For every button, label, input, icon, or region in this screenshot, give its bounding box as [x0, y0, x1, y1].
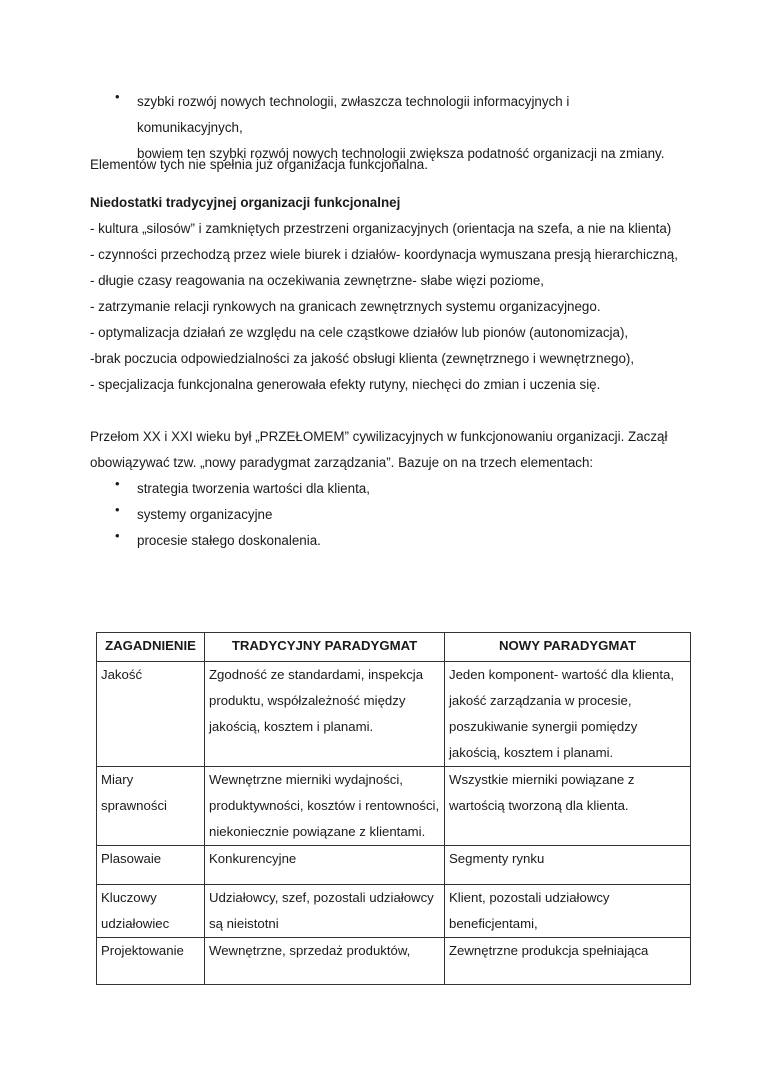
topic-cell: [97, 846, 205, 885]
bullet-text: strategia tworzenia wartości dla klienta,: [137, 481, 370, 496]
paradigm-line: obowiązywać tzw. „nowy paradygmat zarządzania”. Bazuje on na trzech elementach:: [90, 455, 594, 470]
bullet-icon: •: [115, 89, 120, 104]
traditional-cell: [205, 846, 445, 885]
cell-line: Udziałowcy, szef, pozostali udziałowcy: [209, 890, 434, 905]
cell-line: Jeden komponent- wartość dla klienta,: [449, 667, 675, 682]
traditional-cell: [205, 938, 445, 985]
cell-line: Projektowanie: [101, 943, 184, 958]
drawback-item: - zatrzymanie relacji rynkowych na granicach zewnętrznych systemu organizacyjnego.: [90, 299, 601, 314]
traditional-cell: [205, 662, 445, 767]
table-row: [97, 885, 691, 938]
paradigm-line: Przełom XX i XXI wieku był „PRZEŁOMEM” cywilizacyjnych w funkcjonowaniu organizacji. Zaczął: [90, 429, 668, 444]
traditional-cell: [205, 767, 445, 846]
cell-line: wartością tworzoną dla klienta.: [449, 798, 629, 813]
traditional-cell: [205, 885, 445, 938]
new-cell: [445, 662, 691, 767]
cell-line: Wewnętrzne mierniki wydajności,: [209, 772, 403, 787]
topic-cell: [97, 938, 205, 985]
cell-line: Segmenty rynku: [449, 851, 545, 866]
cell-line: beneficjentami,: [449, 916, 538, 931]
drawbacks-heading: Niedostatki tradycyjnej organizacji funkcjonalnej: [90, 195, 401, 210]
drawback-item: - specjalizacja funkcjonalna generowała efekty rutyny, niechęci do zmian i uczenia się.: [90, 377, 601, 392]
drawback-item: - kultura „silosów” i zamkniętych przestrzeni organizacyjnych (orientacja na szefa, a nie na klienta): [90, 221, 672, 236]
cell-line: Konkurencyjne: [209, 851, 297, 866]
header-topic: ZAGADNIENIE: [97, 633, 205, 662]
topic-cell: [97, 885, 205, 938]
new-cell: [445, 885, 691, 938]
bullet-line: szybki rozwój nowych technologii, zwłaszcza technologii informacyjnych i komunikacyjnych,: [137, 94, 570, 135]
cell-line: Klient, pozostali udziałowcy: [449, 890, 610, 905]
cell-line: Miary sprawności: [101, 772, 167, 813]
cell-line: jakość zarządzania w procesie,: [449, 693, 632, 708]
drawback-item: - czynności przechodzą przez wiele biurek i działów- koordynacja wymuszana presją hierarchiczną,: [90, 247, 678, 262]
bullet-text: procesie stałego doskonalenia.: [137, 533, 321, 548]
cell-line: Zewnętrzne produkcja spełniająca: [449, 943, 649, 958]
drawback-item: - optymalizacja działań ze względu na cele cząstkowe działów lub pionów (autonomizacja),: [90, 325, 629, 340]
bullet-icon: •: [115, 528, 120, 543]
table-row: [97, 767, 691, 846]
bullet-icon: •: [115, 476, 120, 491]
cell-line: produktywności, kosztów i rentowności,: [209, 798, 440, 813]
new-cell: [445, 846, 691, 885]
cell-line: udziałowiec: [101, 916, 170, 931]
cell-line: poszukiwanie synergii pomiędzy: [449, 719, 638, 734]
header-traditional: TRADYCYJNY PARADYGMAT: [205, 633, 445, 662]
new-cell: [445, 767, 691, 846]
bullet-text: systemy organizacyjne: [137, 507, 273, 522]
cell-line: Wszystkie mierniki powiązane z: [449, 772, 635, 787]
table-header-row: [97, 633, 691, 662]
cell-line: produktu, współzależność między: [209, 693, 406, 708]
drawback-item: -brak poczucia odpowiedzialności za jakość obsługi klienta (zewnętrznego i wewnętrznego),: [90, 351, 635, 366]
bullet-line: bowiem ten szybki rozwój nowych technologii zwiększa podatność organizacji na zmiany.: [137, 146, 665, 161]
new-cell: [445, 938, 691, 985]
cell-line: jakością, kosztem i planami.: [209, 719, 374, 734]
header-new: NOWY PARADYGMAT: [445, 633, 691, 662]
cell-line: Wewnętrzne, sprzedaż produktów,: [209, 943, 411, 958]
bullet-icon: •: [115, 502, 120, 517]
cell-line: jakością, kosztem i planami.: [449, 745, 614, 760]
table-row: [97, 662, 691, 767]
table-row: [97, 938, 691, 985]
drawback-item: - długie czasy reagowania na oczekiwania zewnętrzne- słabe więzi poziome,: [90, 273, 545, 288]
cell-line: są nieistotni: [209, 916, 279, 931]
cell-line: Zgodność ze standardami, inspekcja: [209, 667, 424, 682]
topic-cell: [97, 662, 205, 767]
cell-line: Jakość: [101, 667, 143, 682]
paradigm-comparison-table: [96, 632, 691, 985]
table-row: [97, 846, 691, 885]
intro-sentence: Elementów tych nie spełnia już organizacja funkcjonalna.: [90, 157, 428, 172]
cell-line: Plasowaie: [101, 851, 162, 866]
cell-line: niekoniecznie powiązane z klientami.: [209, 824, 426, 839]
cell-line: Kluczowy: [101, 890, 157, 905]
topic-cell: [97, 767, 205, 846]
